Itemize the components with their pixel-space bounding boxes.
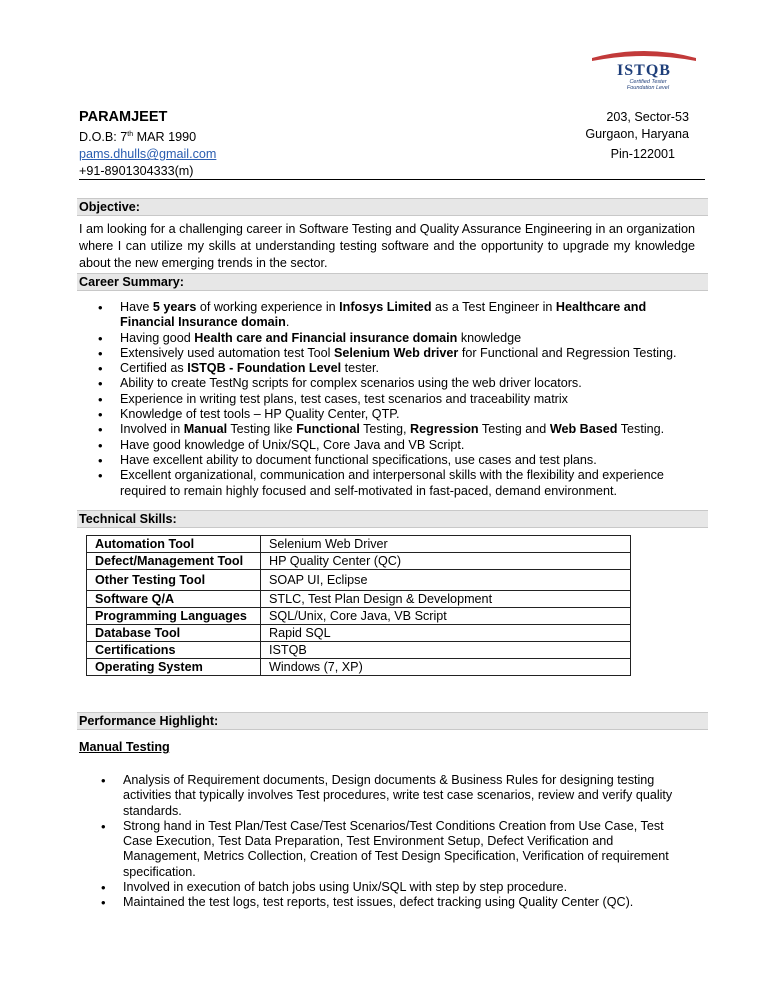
objective-heading: Objective: [77, 198, 708, 216]
address-line-1: 203, Sector-53 [606, 110, 689, 124]
skills-row [87, 570, 631, 591]
skill-category: Other Testing Tool [87, 570, 261, 591]
career-summary-item: • Having good Health care and Financial insurance domain knowledge [98, 331, 688, 346]
skill-value: STLC, Test Plan Design & Development [261, 591, 631, 608]
skills-row [87, 642, 631, 659]
career-summary-item: • Have good knowledge of Unix/SQL, Core Java and VB Script. [98, 438, 688, 453]
istqb-logo-icon [588, 50, 700, 92]
skills-row [87, 608, 631, 625]
logo-sub2: Foundation Level [626, 85, 670, 91]
career-summary-item: • Excellent organizational, communication and interpersonal skills with the flexibility and experience required to remain highly focused and self-motivated in fast-paced, demand environment. [98, 468, 688, 499]
career-summary-item: • Have 5 years of working experience in Infosys Limited as a Test Engineer in Healthcare and Financial Insurance domain. [98, 300, 688, 331]
skills-row [87, 625, 631, 642]
skill-category: Programming Languages [87, 608, 261, 625]
skill-value: Rapid SQL [261, 625, 631, 642]
performance-item: • Involved in execution of batch jobs using Unix/SQL with step by step procedure. [101, 880, 679, 895]
objective-text: I am looking for a challenging career in Software Testing and Quality Assurance Engineering in an organization where I can utilize my skills at understanding testing software and the opportunity to upgrade my knowledge about the new emerging trends in the sector. [79, 222, 695, 270]
skill-value: HP Quality Center (QC) [261, 553, 631, 570]
career-summary-item: • Extensively used automation test Tool Selenium Web driver for Functional and Regression Testing. [98, 346, 688, 361]
skills-row [87, 659, 631, 676]
address-line-2: Gurgaon, Haryana [585, 127, 689, 141]
career-summary-item: • Have excellent ability to document functional specifications, use cases and test plans. [98, 453, 688, 468]
performance-item: • Maintained the test logs, test reports, test issues, defect tracking using Quality Center (QC). [101, 895, 679, 910]
skill-category: Automation Tool [87, 536, 261, 553]
career-summary-item: • Ability to create TestNg scripts for complex scenarios using the web driver locators. [98, 376, 688, 391]
skill-category: Defect/Management Tool [87, 553, 261, 570]
address-line-3: Pin-122001 [610, 147, 675, 162]
skill-value: ISTQB [261, 642, 631, 659]
phone-number: +91-8901304333(m) [79, 164, 194, 179]
performance-item: • Strong hand in Test Plan/Test Case/Test Scenarios/Test Conditions Creation from Use Case, Test Case Execution, Test Data Preparation, Test Environment Setup, Defect Verification and Management, Metrics Collection, Creation of Test Design Specification, Verification of requirement specification. [101, 819, 679, 880]
career-summary-item: • Certified as ISTQB - Foundation Level tester. [98, 361, 688, 376]
skill-value: Selenium Web Driver [261, 536, 631, 553]
skills-row [87, 553, 631, 570]
date-of-birth: D.O.B: 7th MAR 1990 [79, 130, 197, 145]
career-summary-item: • Knowledge of test tools – HP Quality Center, QTP. [98, 407, 688, 422]
skill-value: SQL/Unix, Core Java, VB Script [261, 608, 631, 625]
career-summary-heading: Career Summary: [77, 273, 708, 291]
skill-category: Certifications [87, 642, 261, 659]
contact-header [79, 109, 689, 180]
performance-list [101, 773, 679, 911]
skill-value: SOAP UI, Eclipse [261, 570, 631, 591]
performance-item: • Analysis of Requirement documents, Design documents & Business Rules for designing testing activities that typically involves Test procedures, write test case scenarios, review and verify quality standards. [101, 773, 679, 819]
career-summary-item: • Experience in writing test plans, test cases, test scenarios and traceability matrix [98, 392, 688, 407]
career-summary-item: • Involved in Manual Testing like Functional Testing, Regression Testing and Web Based Testing. [98, 422, 688, 437]
skills-row [87, 536, 631, 553]
skill-category: Operating System [87, 659, 261, 676]
header-divider [79, 179, 705, 180]
email-link[interactable]: pams.dhulls@gmail.com [79, 147, 217, 162]
technical-skills-heading: Technical Skills: [77, 510, 708, 528]
candidate-name: PARAMJEET [79, 109, 168, 125]
skill-value: Windows (7, XP) [261, 659, 631, 676]
istqb-logo [588, 50, 700, 92]
skill-category: Software Q/A [87, 591, 261, 608]
logo-text: ISTQB [617, 62, 671, 79]
manual-testing-subheading: Manual Testing [79, 740, 170, 754]
performance-heading: Performance Highlight: [77, 712, 708, 730]
logo-sub1: Certified Tester [629, 79, 667, 85]
skill-category: Database Tool [87, 625, 261, 642]
technical-skills-table [86, 535, 631, 676]
skills-row [87, 591, 631, 608]
career-summary-list [98, 300, 688, 499]
